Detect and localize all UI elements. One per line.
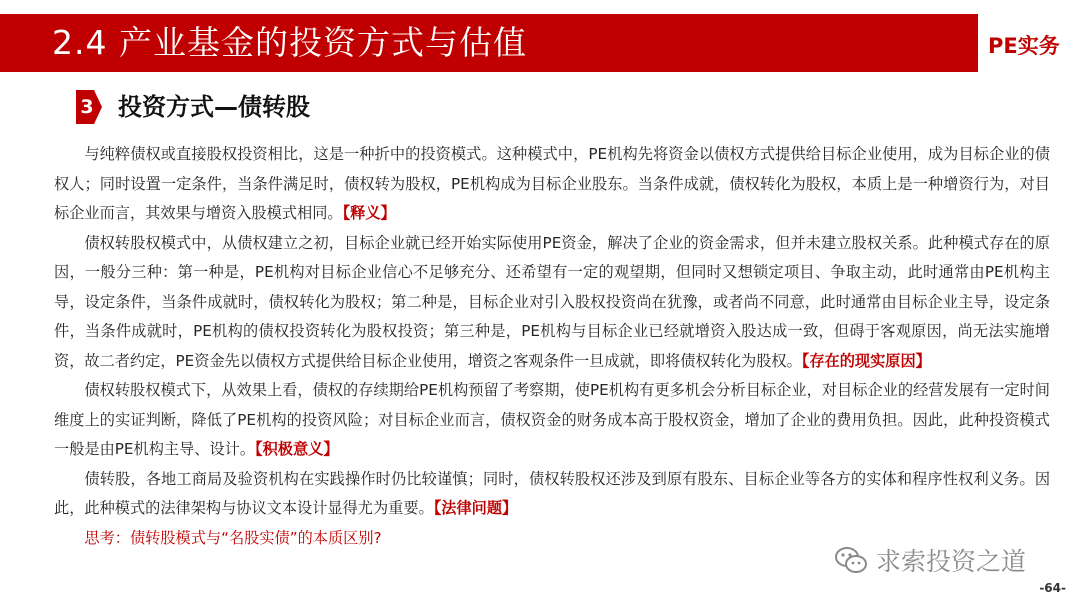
paragraph-text: 债权转股权模式下，从效果上看，债权的存续期给PE机构预留了考察期，使PE机构有更多机会分析目标企业，对目标企业的经营发展有一定时间维度上的实证判断，降低了PE机构的投资风险；对目标企业而言，债权资金的财务成本高于股权资金，增加了企业的费用负担。因此，此种投资模式一般是由PE机构主导、设计。: [54, 381, 1050, 458]
paragraph-tag: 【存在的现实原因】: [801, 351, 931, 370]
section-title: 投资方式—债转股: [118, 93, 310, 121]
paragraph-significance: [54, 376, 1050, 465]
paragraph-reasons: [54, 229, 1050, 377]
paragraph-text: 债权转股权模式中，从债权建立之初，目标企业就已经开始实际使用PE资金，解决了企业的资金需求，但并未建立股权关系。此种模式存在的原因，一般分三种：第一种是，PE机构对目标企业信心不足够充分、还希望有一定的观望期，但同时又想锁定项目、争取主动，此时通常由PE机构主导，设定条件，当条件成就时，债权转化为股权；第二种是，目标企业对引入股权投资尚在犹豫，或者尚不同意，此时通常由目标企业主导，设定条件，当条件成就时，PE机构的债权投资转化为股权投资；第三种是，PE机构与目标企业已经就增资入股达成一致，但碍于客观原因，尚无法实施增资，故二者约定，PE资金先以债权方式提供给目标企业使用，增资之客观条件一旦成就，即将债权转化为股权。: [54, 233, 1050, 370]
discussion-question: 思考：债转股模式与“名股实债”的本质区别?: [84, 528, 382, 547]
watermark: [834, 542, 1026, 578]
body-text: [54, 140, 1050, 553]
watermark-text: 求索投资之道: [876, 547, 1027, 576]
section-number-badge: [68, 88, 104, 126]
paragraph-tag: 【法律问题】: [433, 499, 518, 517]
page-number: -64-: [1039, 581, 1066, 595]
slide-title: 2.4 产业基金的投资方式与估值: [52, 23, 527, 62]
paragraph-text: 债转股，各地工商局及验资机构在实践操作时仍比较谨慎；同时，债权转股权还涉及到原有股东、目标企业等各方的实体和程序性权利义务。因此，此种模式的法律架构与协议文本设计显得尤为重要。: [54, 469, 1050, 517]
paragraph-tag: 【释义】: [342, 204, 396, 222]
paragraph-text: 与纯粹债权或直接股权投资相比，这是一种折中的投资模式。这种模式中，PE机构先将资金以债权方式提供给目标企业使用，成为目标企业的债权人；同时设置一定条件，当条件满足时，债权转为股权，PE机构成为目标企业股东。当条件成就，债权转化为股权，本质上是一种增资行为，对目标企业而言，其效果与增资入股模式相同。: [54, 145, 1050, 222]
logo: PE实务: [988, 34, 1060, 58]
wechat-icon: [834, 545, 868, 575]
paragraph-definition: [54, 140, 1050, 229]
paragraph-tag: 【积极意义】: [255, 440, 339, 458]
paragraph-legal: [54, 465, 1050, 524]
section-number: 3: [80, 96, 94, 118]
